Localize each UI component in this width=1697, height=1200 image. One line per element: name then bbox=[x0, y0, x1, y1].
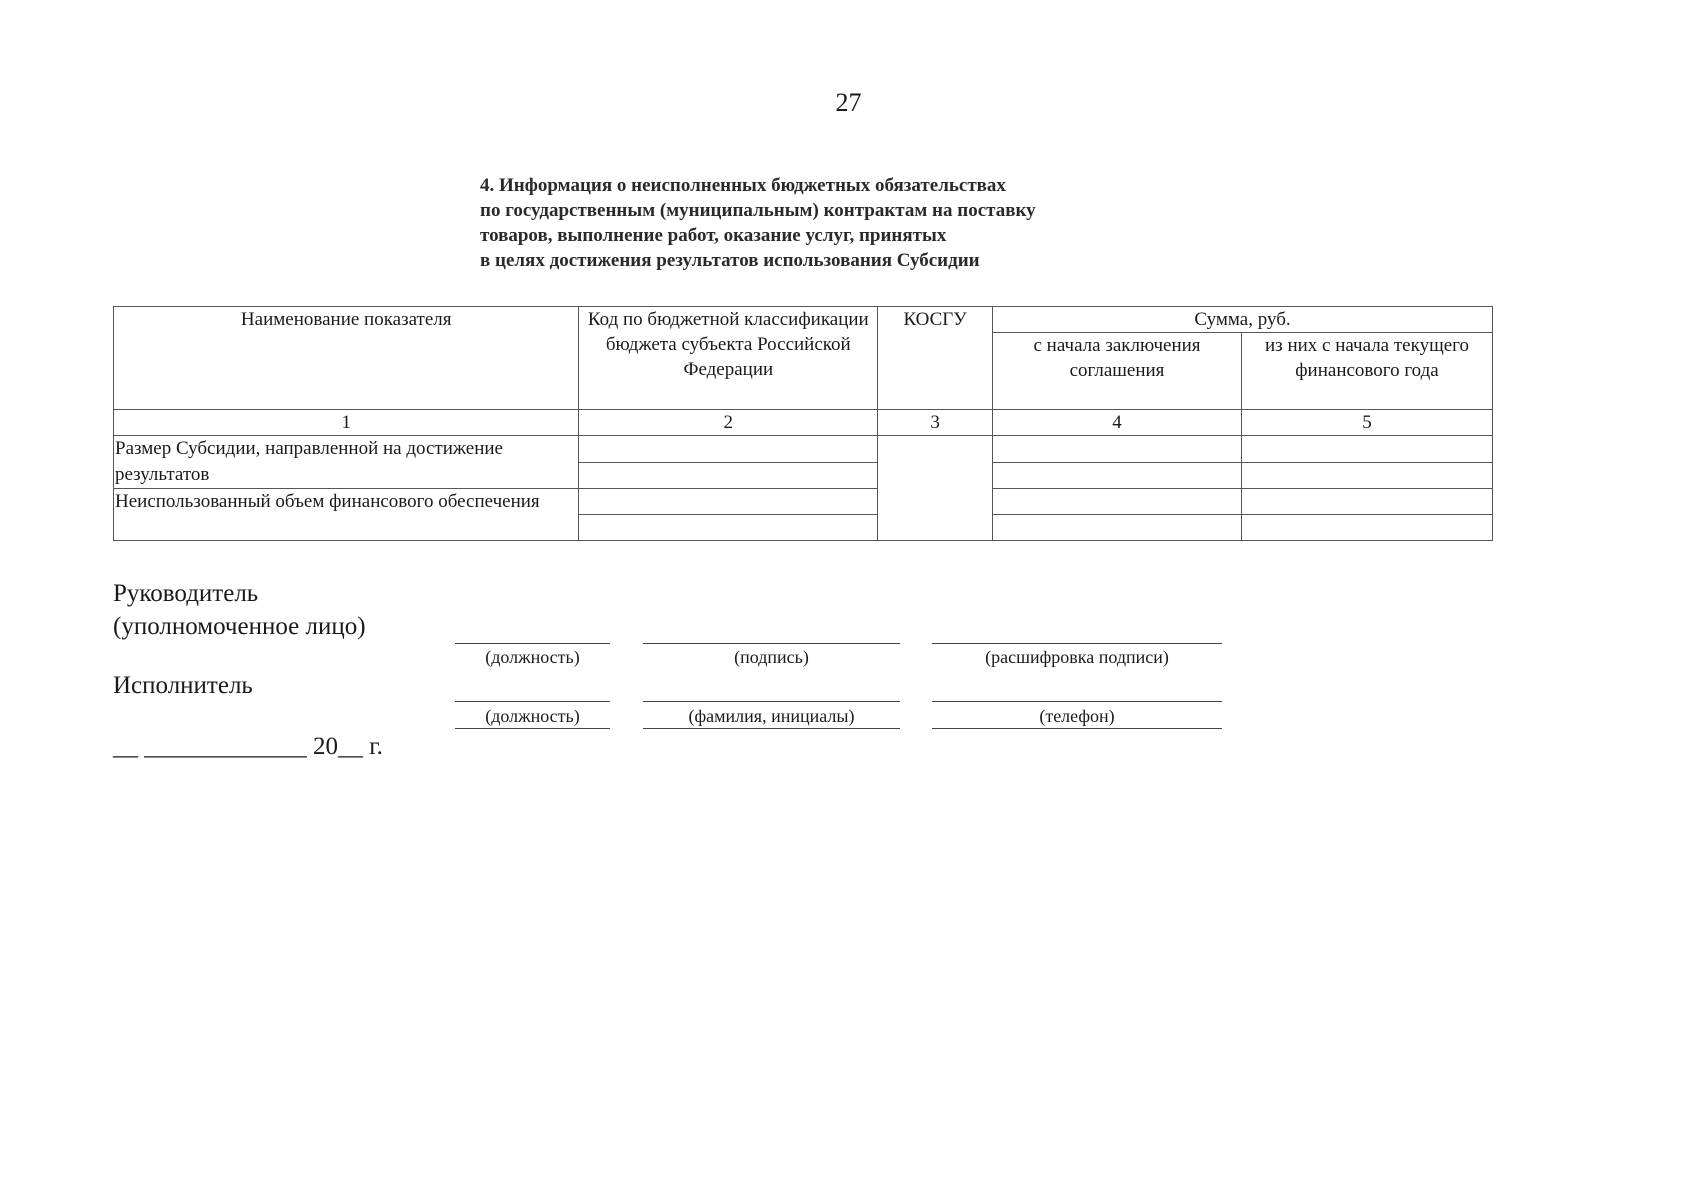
caption-signature-decoding: (расшифровка подписи) bbox=[985, 647, 1169, 667]
manager-label: Руководитель bbox=[113, 580, 259, 607]
executor-caption-underline bbox=[455, 728, 610, 729]
header-budget-code: Код по бюджетной классификации бюджета субъекта Российской Федерации bbox=[579, 307, 878, 410]
table-row bbox=[114, 436, 1493, 463]
executor-position-line bbox=[455, 701, 610, 702]
table-cell bbox=[1241, 515, 1492, 541]
heading-line: товаров, выполнение работ, оказание услуг, принятых bbox=[480, 225, 947, 246]
manager-decoding-line bbox=[932, 643, 1222, 644]
page-number: 27 bbox=[835, 88, 862, 117]
manager-label-authorized: (уполномоченное лицо) bbox=[113, 613, 366, 640]
executor-caption-underline bbox=[932, 728, 1222, 729]
caption-phone: (телефон) bbox=[1039, 706, 1115, 726]
heading-line: по государственным (муниципальным) контрактам на поставку bbox=[480, 200, 1036, 221]
heading-line: в целях достижения результатов использования Субсидии bbox=[480, 250, 980, 271]
table-cell bbox=[993, 515, 1242, 541]
kosgu-cell bbox=[878, 436, 993, 541]
table-cell bbox=[579, 515, 878, 541]
column-number: 4 bbox=[993, 410, 1242, 436]
table-cell bbox=[579, 462, 878, 489]
header-sum-since-agreement: с начала заключения соглашения bbox=[993, 333, 1242, 410]
table-cell bbox=[1241, 436, 1492, 463]
table-cell bbox=[579, 436, 878, 463]
executor-label: Исполнитель bbox=[113, 672, 253, 699]
table-cell bbox=[1241, 489, 1492, 515]
date-line: __ _____________ 20__ г. bbox=[113, 733, 383, 760]
caption-name-initials: (фамилия, инициалы) bbox=[688, 706, 855, 726]
caption-position: (должность) bbox=[485, 706, 580, 726]
table-cell bbox=[993, 489, 1242, 515]
table-cell bbox=[993, 436, 1242, 463]
manager-signature-line bbox=[643, 643, 900, 644]
executor-phone-line bbox=[932, 701, 1222, 702]
header-sum-current-year: из них с начала текущего финансового года bbox=[1241, 333, 1492, 410]
section-heading bbox=[480, 173, 1036, 273]
caption-position: (должность) bbox=[485, 647, 580, 667]
row-label-subsidy: Размер Субсидии, направленной на достижение результатов bbox=[114, 436, 579, 489]
column-number: 3 bbox=[878, 410, 993, 436]
header-sum: Сумма, руб. bbox=[993, 307, 1493, 333]
table-row bbox=[114, 489, 1493, 515]
manager-position-line bbox=[455, 643, 610, 644]
executor-name-line bbox=[643, 701, 900, 702]
header-kosgu: КОСГУ bbox=[878, 307, 993, 410]
table-cell bbox=[579, 489, 878, 515]
caption-signature: (подпись) bbox=[734, 647, 809, 667]
executor-caption-underline bbox=[643, 728, 900, 729]
column-number: 1 bbox=[114, 410, 579, 436]
column-number: 2 bbox=[579, 410, 878, 436]
table-cell bbox=[993, 462, 1242, 489]
table-cell bbox=[1241, 462, 1492, 489]
column-numbers-row bbox=[114, 410, 1493, 436]
header-indicator-name: Наименование показателя bbox=[114, 307, 579, 410]
obligations-table bbox=[113, 306, 1493, 541]
table-header-row bbox=[114, 307, 1493, 333]
row-label-unused-volume: Неиспользованный объем финансового обеспечения bbox=[114, 489, 579, 541]
heading-line: 4. Информация о неисполненных бюджетных обязательствах bbox=[480, 175, 1006, 196]
column-number: 5 bbox=[1241, 410, 1492, 436]
